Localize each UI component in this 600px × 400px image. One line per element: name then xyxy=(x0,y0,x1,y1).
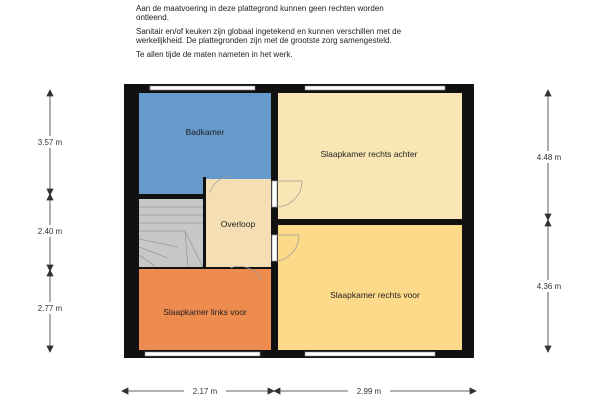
dimension-bottom-right: 2.99 m xyxy=(356,387,382,396)
room-label-overloop: Overloop xyxy=(220,219,256,229)
room-label-badkamer: Badkamer xyxy=(185,127,225,137)
dimension-bottom-left: 2.17 m xyxy=(192,387,218,396)
room-slaapkamer-rechts-voor xyxy=(278,225,462,350)
right-dimension-line xyxy=(545,90,551,352)
stairs-area xyxy=(139,199,203,267)
disclaimer-paragraph-3: Te allen tijde de maten nameten in het werk. xyxy=(136,50,293,59)
dimension-left-bottom: 2.77 m xyxy=(37,304,63,313)
bottom-dimension-line xyxy=(122,388,476,394)
room-label-slaapkamer-links-voor: Slaapkamer links voor xyxy=(163,307,247,317)
overloop-wall xyxy=(203,177,206,269)
disclaimer-paragraph-1: Aan de maatvoering in deze plattegrond kunnen geen rechten worden ontleend. xyxy=(136,4,384,22)
dimension-left-middle: 2.40 m xyxy=(37,227,63,236)
dimension-right-bottom: 4.36 m xyxy=(536,282,562,291)
room-label-slaapkamer-rechts-achter: Slaapkamer rechts achter xyxy=(320,149,418,159)
room-label-slaapkamer-rechts-voor: Slaapkamer rechts voor xyxy=(330,290,420,300)
dimension-right-top: 4.48 m xyxy=(536,153,562,162)
disclaimer-paragraph-2: Sanitair en/of keuken zijn globaal ingetekend en kunnen verschillen met de werkelijkheid. De plattegronden zijn met de grootste zorg samengesteld. xyxy=(136,27,402,45)
dimension-left-top: 3.57 m xyxy=(37,138,63,147)
